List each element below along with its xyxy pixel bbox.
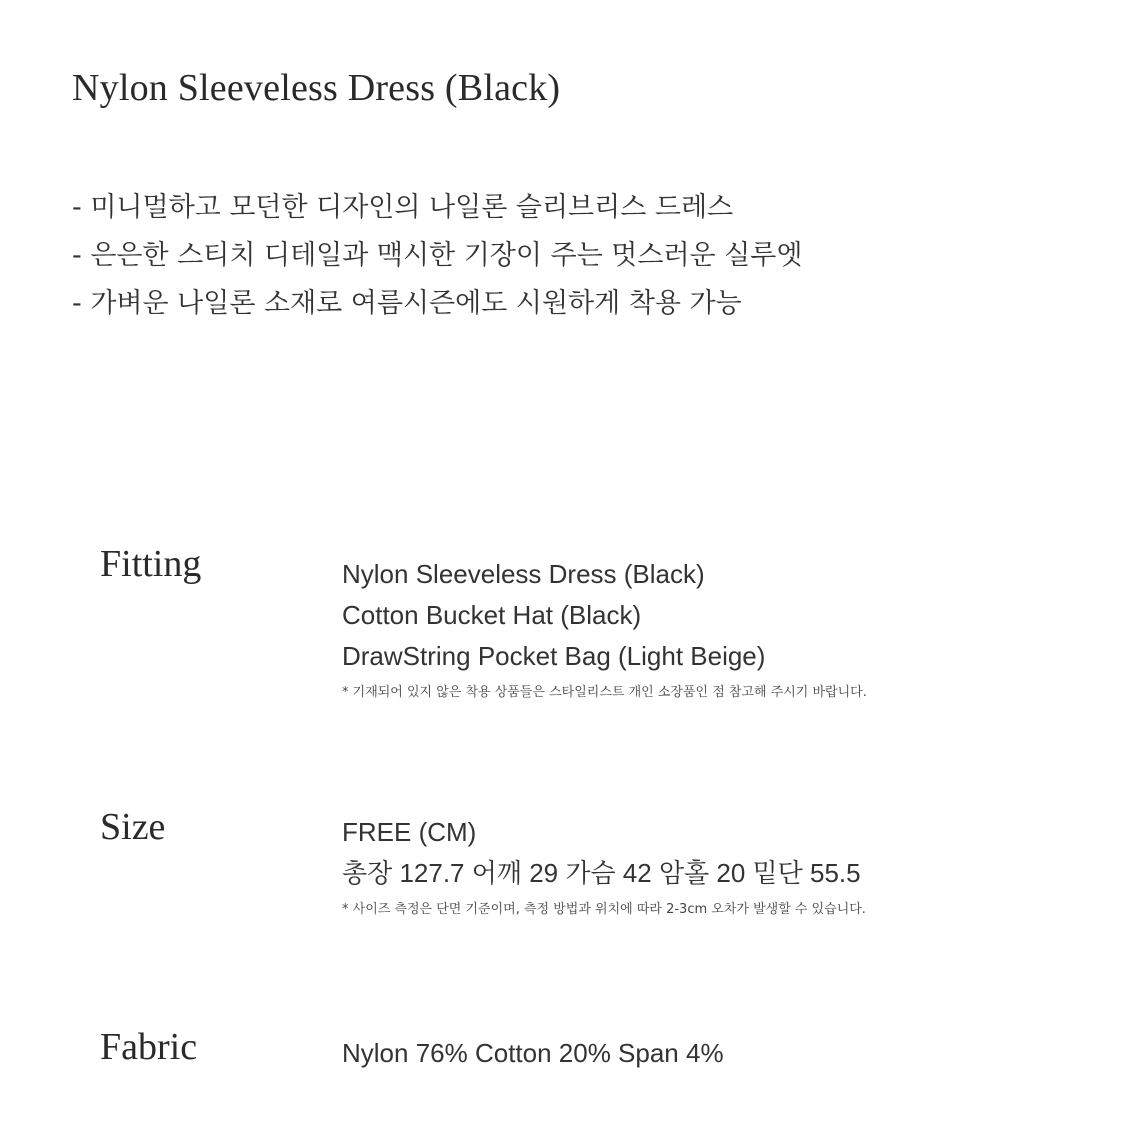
fitting-label: Fitting [100, 543, 202, 585]
description-list [72, 188, 802, 332]
description-item: - 미니멀하고 모던한 디자인의 나일론 슬리브리스 드레스 [72, 192, 734, 223]
fitting-item: DrawString Pocket Bag (Light Beige) [342, 641, 766, 671]
description-item: - 가벼운 나일론 소재로 여름시즌에도 시원하게 착용 가능 [72, 288, 742, 319]
size-measurements: 총장 127.7 어깨 29 가슴 42 암홀 20 밑단 55.5 [342, 858, 861, 888]
fitting-item: Cotton Bucket Hat (Black) [342, 600, 642, 630]
fabric-composition: Nylon 76% Cotton 20% Span 4% [342, 1038, 724, 1068]
fitting-item: Nylon Sleeveless Dress (Black) [342, 559, 705, 589]
fitting-details [342, 556, 867, 700]
size-label: Size [100, 806, 166, 848]
fabric-label: Fabric [100, 1026, 198, 1068]
product-title: Nylon Sleeveless Dress (Black) [72, 67, 561, 109]
size-details [342, 814, 866, 917]
fabric-details [342, 1035, 724, 1076]
description-item: - 은은한 스티치 디테일과 맥시한 기장이 주는 멋스러운 실루엣 [72, 240, 803, 271]
fitting-note: * 기재되어 있지 않은 착용 상품들은 스타일리스트 개인 소장품인 점 참고해 주시기 바랍니다. [342, 685, 867, 700]
size-note: * 사이즈 측정은 단면 기준이며, 측정 방법과 위치에 따라 2-3cm 오차가 발생할 수 있습니다. [342, 902, 866, 917]
size-line: FREE (CM) [342, 817, 477, 847]
